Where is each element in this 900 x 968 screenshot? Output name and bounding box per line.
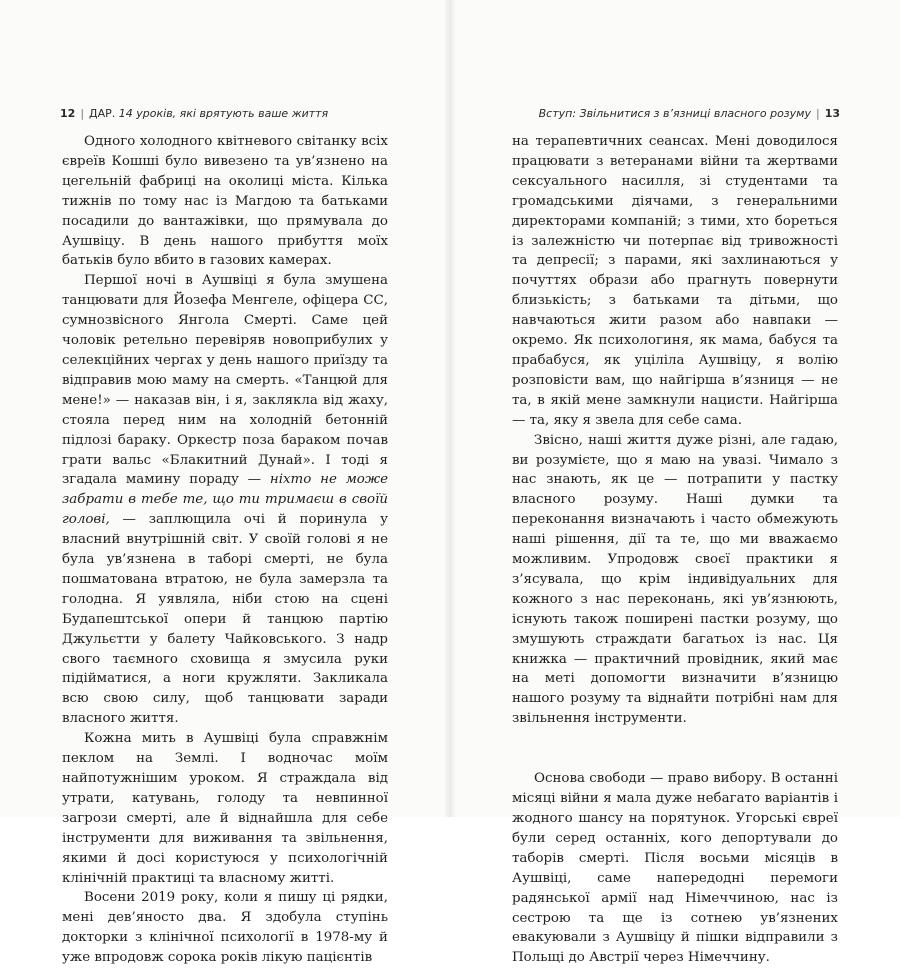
left-running-head — [60, 107, 328, 120]
paragraph-text-continued: — заплющила очі й поринула у власний внутрішній світ. У своїй голові я не була ув’язнена в таборі смерті, не була пошматована втратою, не була замерзла та голодна. Я уявляла, ніби стою на сцені Будапештської опери й танцюю партію Джульєтти у балету Чайковського. З надр свого таємного сховища я змусила руки підійматися, а ноги кружляти. Закликала всю свою силу, щоб танцювати заради власного життя. — [62, 512, 388, 727]
section-break — [512, 729, 838, 769]
header-separator: | — [80, 107, 85, 120]
italic-quote: ніхто не може забрати в тебе те, що ти тримаєш в своїй голові, — [62, 472, 389, 528]
right-page-number: 13 — [824, 107, 840, 120]
paragraph: Восени 2019 року, коли я пишу ці рядки, мені дев’яносто два. Я здобула ступінь докторки з клінічної психології в 1978-му й уже впродовж сорока років лікую пацієнтів — [62, 890, 388, 966]
paragraph: Основа свободи — право вибору. В останні місяці війни я мала дуже небагато варіантів і жодного шансу на порятунок. Угорські євреї були серед останніх, кого депортували до таборів смерті. Після восьми місяців в Аушвіці, саме напередодні перемоги радянської армії над Німеччиною, нас із сестрою та ще із сотнею ув’язнених евакуювали з Аушвіцу й пішки відправили з Польщі до Австрії через Німеччину. — [512, 771, 838, 966]
paragraph-with-quote — [62, 271, 388, 729]
paragraph: на терапевтичних сеансах. Мені доводилося працювати з ветеранами війни та жертвами сексуального насилля, зі студентами та громадськими діячами, з генеральними директорами компаній; з тими, хто бореться із залежністю чи потерпає від тривожності та депресії; з парами, які захлинаються у почуттях образи або прагнуть повернути близькість; з батьками та дітьми, що навчаються жити разом або навпаки — окремо. Як психологиня, як мама, бабуся та прабабуся, як уціліла Аушвіцу, я волію розповісти вам, що найгірша в’язниця — не та, в якій мене замкнули нацисти. Найгірша — та, яку я звела для себе сама. — [512, 134, 838, 428]
book-abbrev: ДАР. — [89, 107, 116, 120]
right-running-head — [539, 107, 840, 120]
left-page-text — [62, 132, 388, 968]
paragraph: Кожна мить в Аушвіці була справжнім пеклом на Землі. І водночас моїм найпотужнішим уроком. Я страждала від утрати, катувань, голоду та невпинної загрози смерті, але й віднайшла для себе інструменти для виживання та звільнення, якими й досі користуюся у психологічній клінічній практиці та власному житті. — [62, 731, 388, 886]
paragraph: Звісно, наші життя дуже різні, але гадаю, ви розумієте, що я маю на увазі. Чимало з нас знають, як це — потрапити у пастку власного розуму. Наші думки та переконання визначають і часто обмежують наші рішення, дії та те, що ми вважаємо можливим. Упродовж своєї практики я з’ясувала, що крім індивідуальних для кожного з нас переконань, які ув’язнюють, існують також поширені пастки розуму, що змушують страждати багатьох із нас. Ця книжка — практичний провідник, який має на меті допомогти визначити в’язницю нашого розуму та віднайти потрібні нам для звільнення інструменти. — [512, 432, 838, 727]
right-page — [450, 0, 900, 966]
paragraph: Одного холодного квітневого світанку всіх євреїв Кошші було вивезено та ув’язнено на цегельній фабриці на околиці міста. Кілька тижнів по тому нас із Магдою та батьками посадили до вантажівки, що прямувала до Аушвіцу. В день нашого прибуття моїх батьків було вбито в газових камерах. — [62, 134, 388, 269]
header-separator: | — [815, 107, 820, 120]
book-title: 14 уроків, які врятують ваше життя — [118, 107, 329, 120]
chapter-title: Вступ: Звільнитися з в’язниці власного розуму — [538, 107, 811, 120]
right-page-text — [512, 132, 838, 968]
left-page-number: 12 — [60, 107, 76, 120]
left-page — [0, 0, 450, 966]
paragraph-text: Першої ночі в Аушвіці я була змушена танцювати для Йозефа Менгеле, офіцера СС, сумнозвісного Янгола Смерті. Саме цей чоловік ретельно перевіряв новоприбулих у селекційних чергах у день нашого приїзду та відправив мою маму на смерть. «Танцюй для мене!» — наказав він, і я, заклякла від жаху, стояла перед ним на холодній бетонній підлозі бараку. Оркестр поза бараком почав грати вальс «Блакитний Дунай». І тоді я згадала мамину пораду — — [62, 273, 388, 488]
